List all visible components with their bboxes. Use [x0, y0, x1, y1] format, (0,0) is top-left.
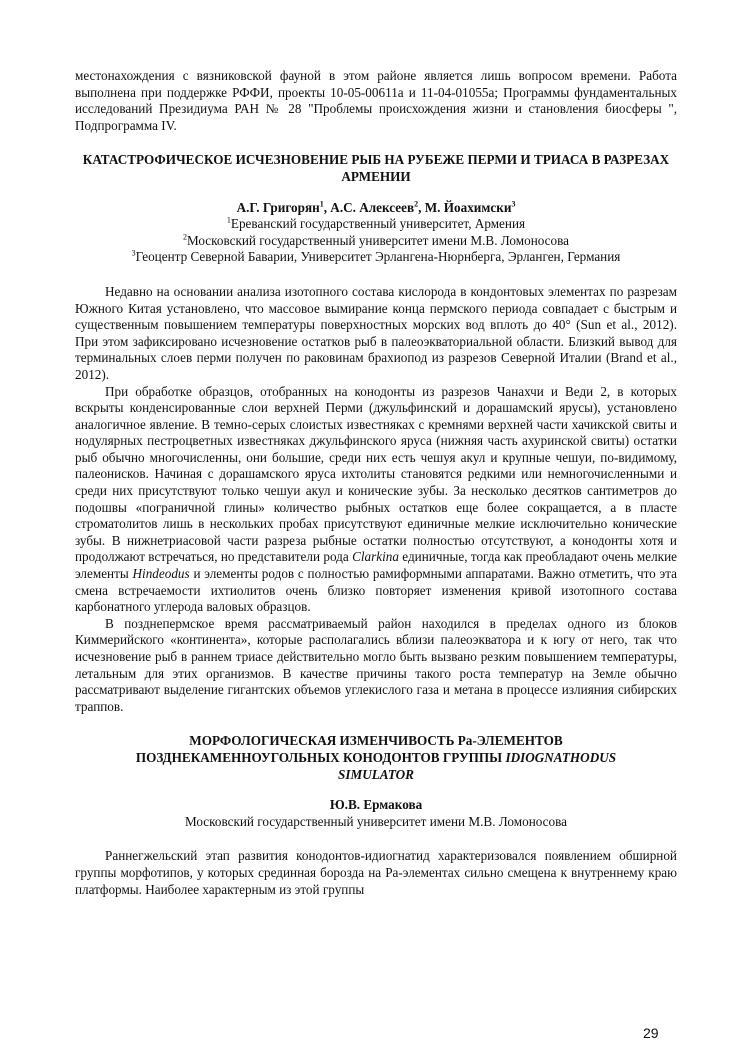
page-body — [75, 68, 677, 898]
author-name: А.С. Алексеев — [330, 199, 415, 215]
article-2-title: МОРФОЛОГИЧЕСКАЯ ИЗМЕНЧИВОСТЬ Pa-ЭЛЕМЕНТОВ ПОЗДНЕКАМЕННОУГОЛЬНЫХ КОНОДОНТОВ ГРУППЫ IDIOGNATHODUS SIMULATOR — [135, 733, 617, 782]
affiliation-3: $^3$Геоцентр Северной Баварии, Университет Эрлангена-Нюрнберга, Эрланген, Германия — [131, 248, 621, 265]
article-1-authors: А.Г. Григорян$^1$, А.С. Алексеев$^2$, М. Йоахимски$^3$ — [236, 199, 516, 215]
page-number: 29 — [643, 1025, 659, 1041]
article-1-paragraph-1: Недавно на основании анализа изотопного состава кислорода в кондонтовых элементах по разрезам Южного Китая установлено, что массовое вымирание конца пермского периода совпадает с быстрым и существенным повышением температуры поверхностных морских вод вплоть до 40° (Sun et al., 2012). При этом зафиксировано исчезновение остатков рыб в палеоэкваториальной области. Близкий вывод для терминальных слоев перми получен по раковинам брахиопод из разрезов Северной Италии (Brand et al., 2012). — [75, 283, 677, 382]
intro-paragraph: местонахождения с вязниковской фауной в этом районе является лишь вопросом времени. Работа выполнена при поддержке РФФИ, проекты 10-05-00611а и 11-04-01055а; Программы фундаментальных исследований Президиума РАН № 28 "Проблемы происхождения жизни и становления биосферы ", Подпрограмма IV. — [75, 68, 677, 133]
affiliation-2: $^2$Московский государственный университет имени М.В. Ломоносова — [182, 232, 570, 248]
article-1-title: КАТАСТРОФИЧЕСКОЕ ИСЧЕЗНОВЕНИЕ РЫБ НА РУБЕЖЕ ПЕРМИ И ТРИАСА В РАЗРЕЗАХ АРМЕНИИ — [82, 152, 670, 184]
article-2-author: Ю.В. Ермакова — [329, 797, 423, 813]
genus-hindeodus: Hindeodus — [132, 566, 190, 582]
author-name: А.Г. Григорян — [236, 199, 320, 215]
author-sup: 2 — [414, 199, 419, 209]
genus-clarkina: Clarkina — [352, 549, 399, 565]
author-name: М. Йоахимски — [424, 199, 512, 215]
author-sup: 1 — [319, 199, 324, 209]
article-2-paragraph-1: Раннегжельский этап развития конодонтов-идиогнатид характеризовался появлением обширной группы морфотипов, у которых срединная борозда на Pa-элементах сильно смещена к внутреннему краю платформы. Наиболее характерным из этой группы — [75, 848, 677, 897]
author-sup: 3 — [511, 199, 516, 209]
article-1-paragraph-3: В позднепермское время рассматриваемый район находился в пределах одного из блоков Киммерийского «континента», которые располагались вблизи палеоэкватора и к югу от него, так что исчезновение рыб в раннем триасе действительно могло быть вызвано резким повышением температуры, летальным для этих организмов. В качестве причины такого роста температур на Земле обычно рассматривают выделение гигантских объемов углекислого газа и метана в процессе излияния сибирских траппов. — [75, 615, 677, 714]
article-2-affiliation: Московский государственный университет имени М.В. Ломоносова — [184, 813, 568, 829]
article-1-paragraph-2: При обработке образцов, отобранных на конодонты из разрезов Чанахчи и Веди 2, в которых вскрыты конденсированные слои верхней Перми (джульфинский и дорашамский ярусы), установлено аналогичное явление. В темно-серых слоистых известняках с кремнями верхней части хачикской свиты и нодулярных пестроцветных известняках джульфинского яруса (нижняя часть ахуринской свиты) остатки рыб обычно многочисленны, они большие, среди них есть чешуя акул и крупные чешуи, по-видимому, палеонисков. Начиная с дорашамского яруса ихтолиты становятся редкими или немногочисленными и среди них присутствуют только чешуи акул и конические зубы. За несколько десятков сантиметров до подошвы «пограничной глины» количество рыбных остатков еще более сокращается, а в пласте строматолитов лишь в нескольких пробах присутствуют единичные мелкие исключительно конические зубы. В нижнетриасовой части разреза рыбные остатки полностью отсутствуют, а конодонты хотя и продолжают встречаться, но представители рода Clarkina единичные, тогда как преобладают очень мелкие элементы Hindeodus и элементы родов с полностью рамиформными аппаратами. Важно отметить, что эта смена встречаемости ихтиолитов очень близко повторяет изменения кривой изотопного состава карбонатного углерода валовых образцов. — [75, 383, 677, 615]
affiliation-1: $^1$Ереванский государственный университет, Армения — [226, 215, 526, 232]
